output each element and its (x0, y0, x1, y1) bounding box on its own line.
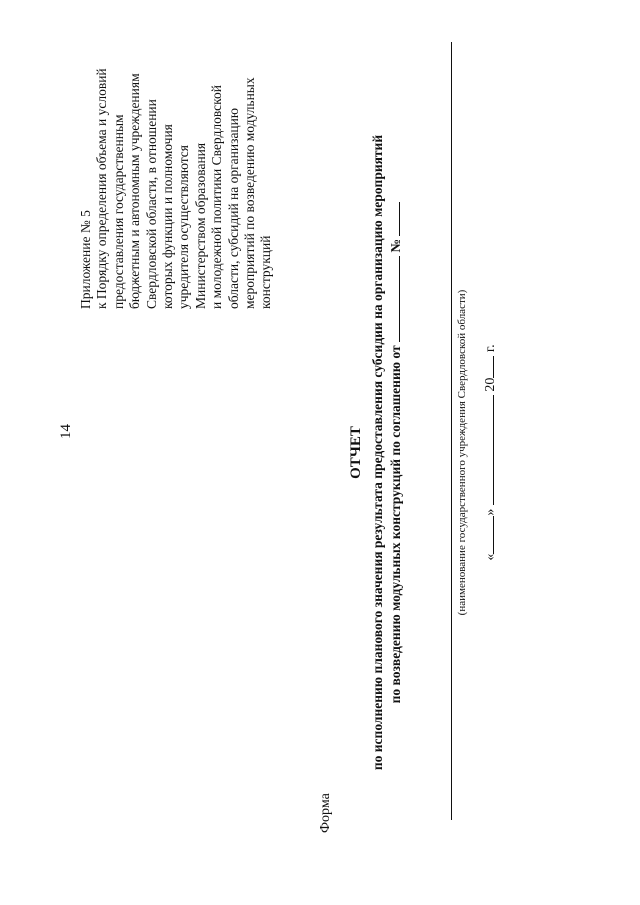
date-open-quote: « (483, 553, 498, 561)
report-date (482, 0, 499, 905)
form-label: Форма (318, 793, 333, 833)
report-title: ОТЧЕТ (348, 426, 364, 479)
appendix-line: области, субсидий на организацию (225, 108, 241, 309)
org-name-line (451, 42, 452, 820)
date-year-blank (482, 356, 494, 378)
appendix-line: бюджетным и автономным учреждениям (127, 73, 143, 309)
page-number: 14 (58, 424, 74, 439)
appendix-line: к Порядку определения объема и условий (94, 68, 110, 309)
org-name-caption: (наименование государственного учреждения Свердловской области) (456, 289, 468, 616)
date-day-blank (482, 516, 494, 554)
appendix-line: Свердловской области, в отношении (143, 99, 159, 309)
appendix-line: Приложение № 5 (78, 210, 93, 309)
appendix-block (78, 27, 275, 309)
date-close-quote: » (483, 508, 498, 516)
appendix-line: учредителя осуществляются (176, 145, 192, 309)
appendix-line: которых функции и полномочия (160, 124, 176, 309)
agreement-prefix: по возведению модульных конструкций по соглашению от (387, 345, 403, 704)
appendix-line: конструкций (258, 235, 274, 309)
report-subtitle-line-2 (387, 90, 405, 815)
agreement-date-blank (387, 256, 400, 342)
date-year-suffix: г. (483, 344, 498, 353)
appendix-line: Министерством образования (192, 142, 208, 309)
appendix-line: мероприятий по возведению модульных (242, 77, 258, 309)
date-year-prefix: 20 (483, 377, 498, 392)
appendix-line: предоставления государственным (110, 114, 126, 309)
report-subtitle (370, 90, 404, 815)
appendix-line: и молодежной политики Свердловской (209, 85, 225, 309)
agreement-number-blank (387, 202, 400, 236)
agreement-number-sign: № (387, 239, 403, 253)
report-subtitle-line-1: по исполнению планового значения результата предоставления субсидии на организацию мероприятий (370, 134, 385, 771)
date-month-blank (482, 395, 494, 505)
